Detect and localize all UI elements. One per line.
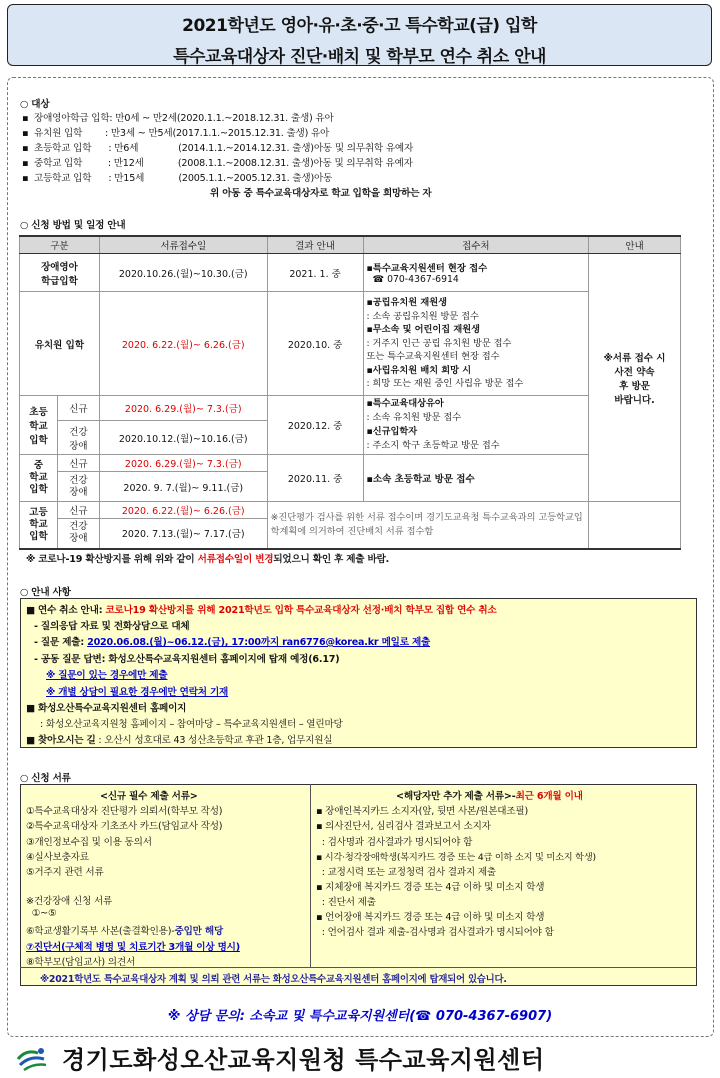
category-mid: 중 학교 입학 bbox=[20, 455, 58, 502]
result-infant: 2021. 1. 중 bbox=[267, 254, 363, 292]
visit-note: ※서류 접수 시 사전 약속 후 방문 바랍니다. bbox=[589, 254, 681, 502]
phone-infant: ☎ 070-4367-6914 bbox=[372, 274, 459, 285]
result-elem: 2020.12. 중 bbox=[267, 396, 363, 455]
category-elem: 초등 학교 입학 bbox=[20, 396, 58, 455]
place-elem: : 소속 유치원 방문 접수 bbox=[366, 412, 462, 423]
docs-left-item: ⑧학부모(담임교사) 의견서 bbox=[26, 957, 136, 968]
footer-office-name: 경기도화성오산교육지원청 특수교육지원센터 bbox=[62, 1046, 545, 1074]
target-row: ▪ 장애영아학급 입학: 만0세 ~ 만2세(2020.1.1.~2018.12.31. 출생) 유아 bbox=[22, 113, 334, 124]
place-elem: ▪신규입학자 bbox=[366, 426, 418, 437]
place-elem: : 주소지 학구 초등학교 방문 접수 bbox=[366, 440, 500, 451]
notice-title: ○ 안내 사항 bbox=[20, 587, 71, 598]
docs-left-item: ⑤거주지 관련 서류 bbox=[26, 867, 104, 878]
date-infant: 2020.10.26.(월)~10.30.(금) bbox=[99, 254, 267, 292]
place-kinder: : 희망 또는 재원 중인 사립유 방문 접수 bbox=[366, 378, 524, 390]
target-note: 위 아동 중 특수교육대상자로 학교 입학을 희망하는 자 bbox=[210, 188, 432, 199]
docs-right-head: <해당자만 추가 제출 서류>-최근 6개월 이내 bbox=[396, 791, 583, 802]
date-high-new: 2020. 6.22.(월)~ 6.26.(금) bbox=[99, 502, 267, 519]
mid-dis: 건강 장애 bbox=[57, 472, 99, 502]
docs-left-head: <신규 필수 제출 서류> bbox=[100, 791, 198, 802]
docs-right-item: ▪ 언어장애 복지카드 경증 또는 4급 이하 및 미소지 학생 bbox=[316, 912, 545, 923]
col-header: 접수처 bbox=[363, 236, 589, 254]
place-kinder: : 소속 공립유치원 방문 접수 bbox=[366, 310, 479, 322]
docs-divider bbox=[310, 784, 311, 967]
place-kinder: 또는 특수교육지원센터 현장 접수 bbox=[366, 351, 500, 363]
target-row: ▪ 고등학교 입학 : 만15세 (2005.1.1.~2005.12.31. 출생)아동 bbox=[22, 173, 333, 184]
docs-left-item: ③개인정보수집 및 이용 동의서 bbox=[26, 837, 152, 848]
docs-right-item: ▪ 시각·청각장애학생(복지카드 경증 또는 4급 이하 소지 및 미소지 학생) bbox=[316, 852, 596, 863]
notice-line: : 화성오산교육지원청 홈페이지 – 참여마당 – 특수교육지원센터 – 열린마당 bbox=[40, 719, 343, 730]
result-mid: 2020.11. 중 bbox=[267, 455, 363, 502]
elem-dis: 건강 장애 bbox=[57, 421, 99, 455]
docs-right-item: : 언어검사 결과 제출-검사명과 검사결과가 명시되어야 함 bbox=[316, 927, 554, 938]
contact-line: ※ 상담 문의: 소속교 및 특수교육지원센터(☎ 070-4367-6907) bbox=[167, 1009, 553, 1024]
col-header: 서류접수일 bbox=[99, 236, 267, 254]
notice-line: - 질문 제출: 2020.06.08.(월)~06.12.(금), 17:00까지 ran6776@korea.kr 메일로 제출 bbox=[34, 637, 431, 648]
high-dis: 건강 장애 bbox=[57, 519, 99, 549]
docs-left-item: ※건강장애 신청 서류 bbox=[26, 896, 113, 907]
docs-left-item: ②특수교육대상자 기초조사 카드(담임교사 작성) bbox=[26, 821, 223, 832]
notice-line: ※ 질문이 있는 경우에만 제출 bbox=[46, 670, 168, 681]
category-high: 고등 학교 입학 bbox=[20, 502, 58, 549]
place-elem: ▪특수교육대상유아 bbox=[366, 398, 444, 409]
docs-left-item: ①~⑤ bbox=[26, 908, 57, 919]
title-box bbox=[7, 4, 712, 66]
notice-line: - 질의응답 자료 및 전화상담으로 대체 bbox=[34, 621, 190, 632]
date-elem-new: 2020. 6.29.(월)~ 7.3.(금) bbox=[99, 396, 267, 421]
docs-title: ○ 신청 서류 bbox=[20, 773, 71, 784]
docs-right-item: ▪ 장애인복지카드 소지자(앞, 뒷면 사본/원본대조필) bbox=[316, 806, 529, 817]
place-mid: ▪소속 초등학교 방문 접수 bbox=[363, 455, 589, 502]
date-mid-new: 2020. 6.29.(월)~ 7.3.(금) bbox=[99, 455, 267, 472]
col-header: 결과 안내 bbox=[267, 236, 363, 254]
category-kinder: 유치원 입학 bbox=[20, 292, 100, 396]
notice-line: - 공동 질문 답변: 화성오산특수교육지원센터 홈페이지에 탑재 예정(6.17) bbox=[34, 654, 340, 665]
notice-line: ■ 찾아오시는 길 : 오산시 성호대로 43 성산초등학교 후관 1층, 업무지원실 bbox=[26, 735, 333, 746]
target-row: ▪ 초등학교 입학 : 만6세 (2014.1.1.~2014.12.31. 출생)아동 및 의무취학 유예자 bbox=[22, 143, 414, 154]
docs-right-item: : 진단서 제출 bbox=[316, 897, 376, 908]
office-logo-icon bbox=[16, 1045, 48, 1071]
place-kinder: ▪무소속 및 어린이집 재원생 bbox=[366, 324, 480, 336]
place-kinder: ▪사립유치원 배치 희망 시 bbox=[366, 364, 472, 376]
target-title: ○ 대상 bbox=[20, 99, 50, 110]
docs-left-item: ④실사보충자료 bbox=[26, 852, 89, 863]
result-kinder: 2020.10. 중 bbox=[267, 292, 363, 396]
target-row: ▪ 중학교 입학 : 만12세 (2008.1.1.~2008.12.31. 출생)아동 및 의무취학 유예자 bbox=[22, 158, 413, 169]
col-header: 구분 bbox=[20, 236, 100, 254]
docs-right-item: : 검사명과 검사결과가 명시되어야 함 bbox=[316, 837, 473, 848]
mid-new: 신규 bbox=[57, 455, 99, 472]
category-infant: 장애영아 학급입학 bbox=[20, 254, 100, 292]
docs-bottom-note: ※2021학년도 특수교육대상자 계획 및 의뢰 관련 서류는 화성오산특수교육지원센터 홈페이지에 탑재되어 있습니다. bbox=[40, 974, 507, 985]
place-kinder: ▪공립유치원 재원생 bbox=[366, 297, 447, 309]
elem-new: 신규 bbox=[57, 396, 99, 421]
docs-right-item: : 교정시력 또는 교정청력 검사 결과지 제출 bbox=[316, 867, 496, 878]
place-kinder: : 거주지 인근 공립 유치원 방문 접수 bbox=[366, 337, 512, 349]
notice-line: ※ 개별 상담이 필요한 경우에만 연락처 기재 bbox=[46, 687, 229, 698]
docs-right-item: ▪ 지체장애 복지카드 경증 또는 4급 이하 및 미소지 학생 bbox=[316, 882, 545, 893]
docs-left-item: ⑥학교생활기록부 사본(출결확인용)-중입만 해당 bbox=[26, 926, 224, 937]
date-elem-dis: 2020.10.12.(월)~10.16.(금) bbox=[99, 421, 267, 455]
title-line-1: 2021학년도 영아·유·초·중·고 특수학교(급) 입학 bbox=[182, 16, 537, 36]
target-row: ▪ 유치원 입학 : 만3세 ~ 만5세(2017.1.1.~2015.12.31. 출생) 유아 bbox=[22, 128, 330, 139]
notice-line: ■ 연수 취소 안내: 코로나19 확산방지를 위해 2021학년도 입학 특수교육대상자 선정·배치 학부모 집합 연수 취소 bbox=[26, 605, 497, 616]
schedule-title: ○ 신청 방법 및 일정 안내 bbox=[20, 220, 126, 231]
docs-left-item: ①특수교육대상자 진단평가 의뢰서(학부모 작성) bbox=[26, 806, 223, 817]
schedule-table bbox=[19, 235, 681, 550]
docs-left-item: ⑦진단서(구체적 병명 및 치료기간 3개월 이상 명시) bbox=[26, 942, 240, 953]
covid-note: ※ 코로나-19 확산방지를 위해 위와 같이 서류접수일이 변경되었으니 확인 후 제출 바람. bbox=[26, 554, 390, 565]
date-high-dis: 2020. 7.13.(월)~ 7.17.(금) bbox=[99, 519, 267, 549]
title-line-2: 특수교육대상자 진단·배치 및 학부모 연수 취소 안내 bbox=[173, 47, 546, 67]
place-infant: ▪특수교육지원센터 현장 접수 bbox=[366, 263, 488, 274]
docs-right-item: ▪ 의사진단서, 심리검사 결과보고서 소지자 bbox=[316, 821, 491, 832]
date-kinder: 2020. 6.22.(월)~ 6.26.(금) bbox=[99, 292, 267, 396]
place-high: ※진단평가 검사를 위한 서류 접수이며 경기도교육청 특수교육과의 고등학교입학계획에 의거하여 진단배치 서류 접수함 bbox=[267, 502, 588, 549]
high-new: 신규 bbox=[57, 502, 99, 519]
date-mid-dis: 2020. 9. 7.(월)~ 9.11.(금) bbox=[99, 472, 267, 502]
col-header: 안내 bbox=[589, 236, 681, 254]
notice-line: ■ 화성오산특수교육지원센터 홈페이지 bbox=[26, 703, 187, 714]
